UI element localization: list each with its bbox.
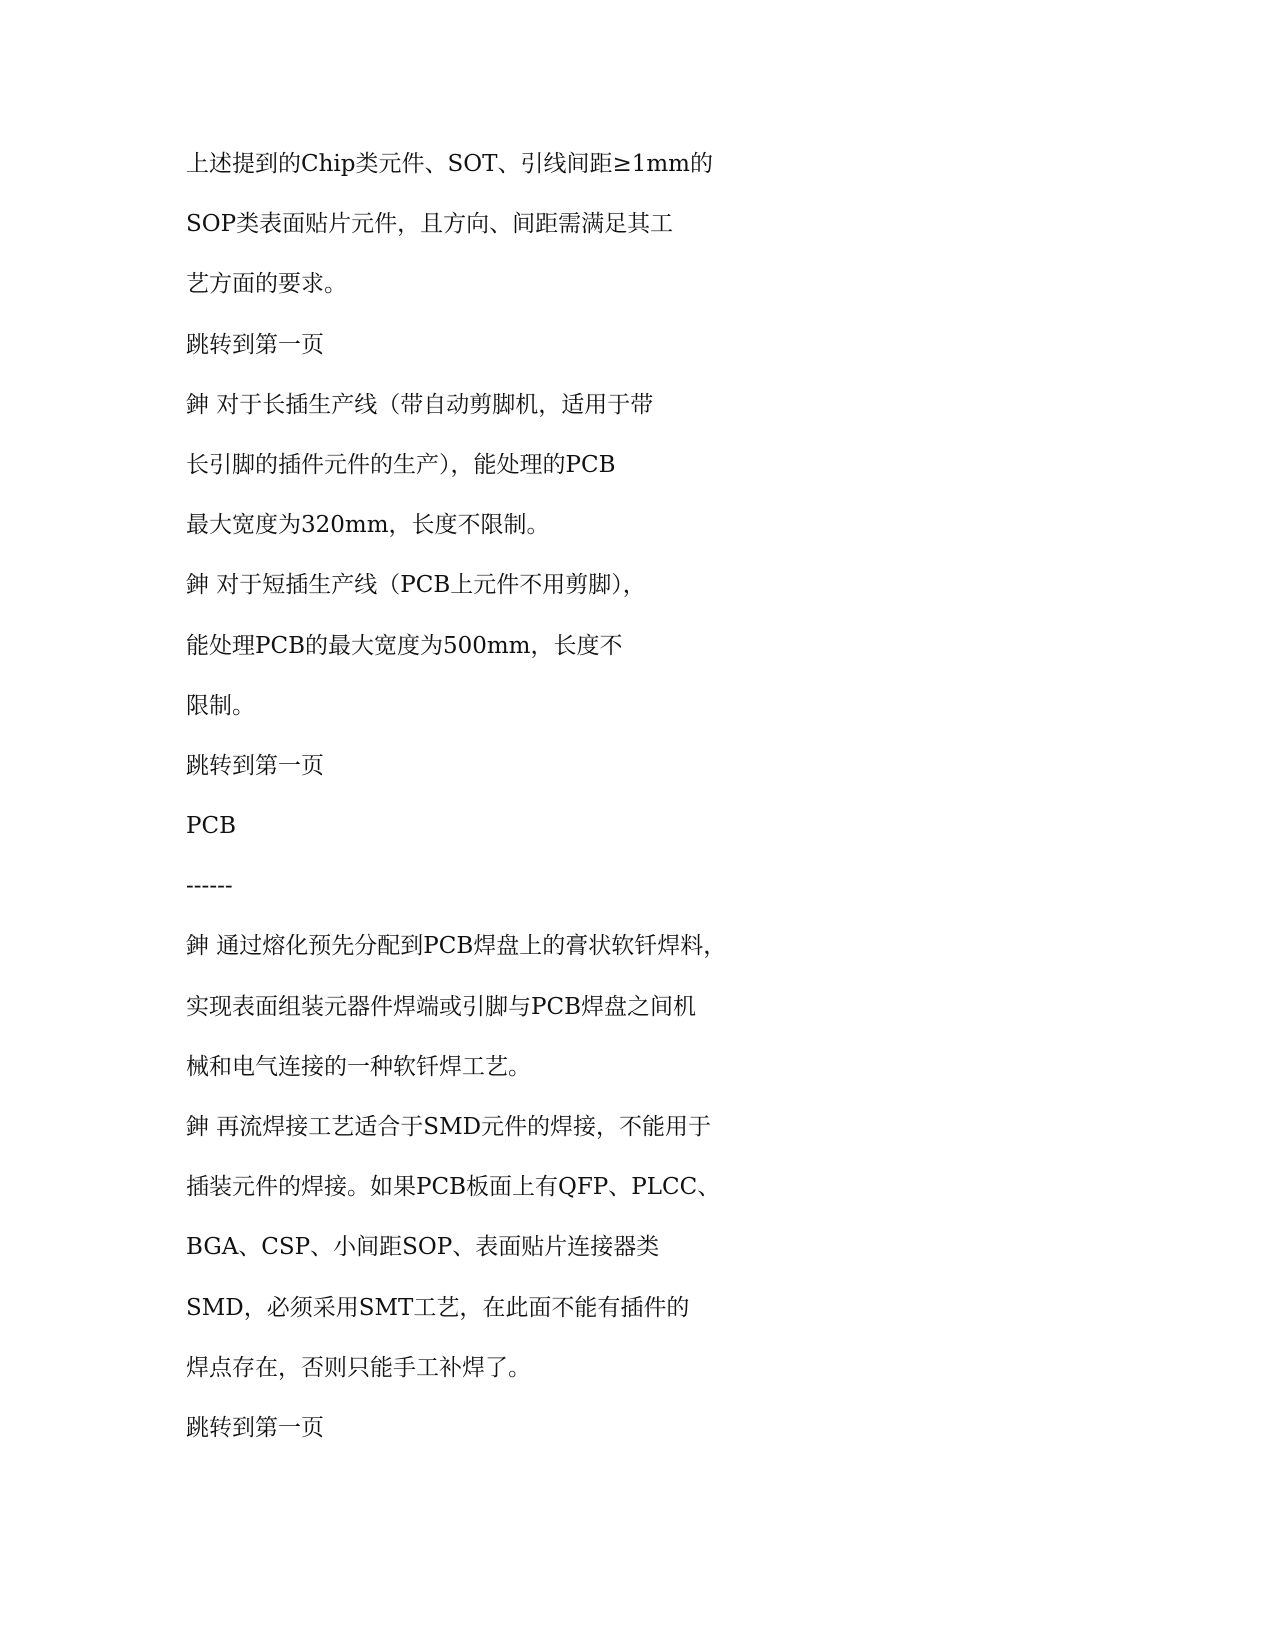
jump-to-first-page-link[interactable]: 跳转到第一页 — [186, 1414, 324, 1441]
text-line-component-requirements-1: 上述提到的Chip类元件、SOT、引线间距≥1mm的 — [186, 151, 713, 177]
text-line-long-insert-2: 长引脚的插件元件的生产），能处理的PCB — [186, 451, 616, 478]
text-line-reflow-application-2: 插装元件的焊接。如果PCB板面上有QFP、PLCC、 — [186, 1174, 721, 1201]
text-line-reflow-application-4: SMD，必须采用SMT工艺，在此面不能有插件的 — [186, 1294, 690, 1321]
jump-to-first-page-link[interactable]: 跳转到第一页 — [186, 331, 324, 358]
text-line-long-insert-1: 鉮 对于长插生产线（带自动剪脚机，适用于带 — [186, 391, 654, 418]
text-line-component-requirements-2: SOP类表面贴片元件，且方向、间距需满足其工 — [186, 211, 674, 238]
text-line-component-requirements-3: 艺方面的要求。 — [186, 271, 347, 298]
text-line-long-insert-3: 最大宽度为320mm，长度不限制。 — [186, 512, 550, 539]
text-line-short-insert-2: 能处理PCB的最大宽度为500mm，长度不 — [186, 632, 623, 659]
text-line-reflow-definition-3: 械和电气连接的一种软钎焊工艺。 — [186, 1053, 531, 1080]
text-line-reflow-application-1: 鉮 再流焊接工艺适合于SMD元件的焊接，不能用于 — [186, 1114, 712, 1140]
text-line-short-insert-1: 鉮 对于短插生产线（PCB上元件不用剪脚）， — [186, 572, 646, 599]
text-line-short-insert-3: 限制。 — [186, 692, 255, 719]
text-line-reflow-definition-1: 鉮 通过熔化预先分配到PCB焊盘上的膏状软钎焊料， — [186, 933, 727, 960]
jump-to-first-page-link[interactable]: 跳转到第一页 — [186, 752, 324, 779]
text-line-reflow-definition-2: 实现表面组装元器件焊端或引脚与PCB焊盘之间机 — [186, 993, 696, 1020]
section-divider-text: ------ — [186, 873, 233, 900]
text-line-reflow-application-5: 焊点存在，否则只能手工补焊了。 — [186, 1354, 531, 1381]
text-line-reflow-application-3: BGA、CSP、小间距SOP、表面贴片连接器类 — [186, 1234, 660, 1261]
document-text-block — [186, 146, 806, 1470]
section-heading-pcb: PCB — [186, 813, 236, 840]
